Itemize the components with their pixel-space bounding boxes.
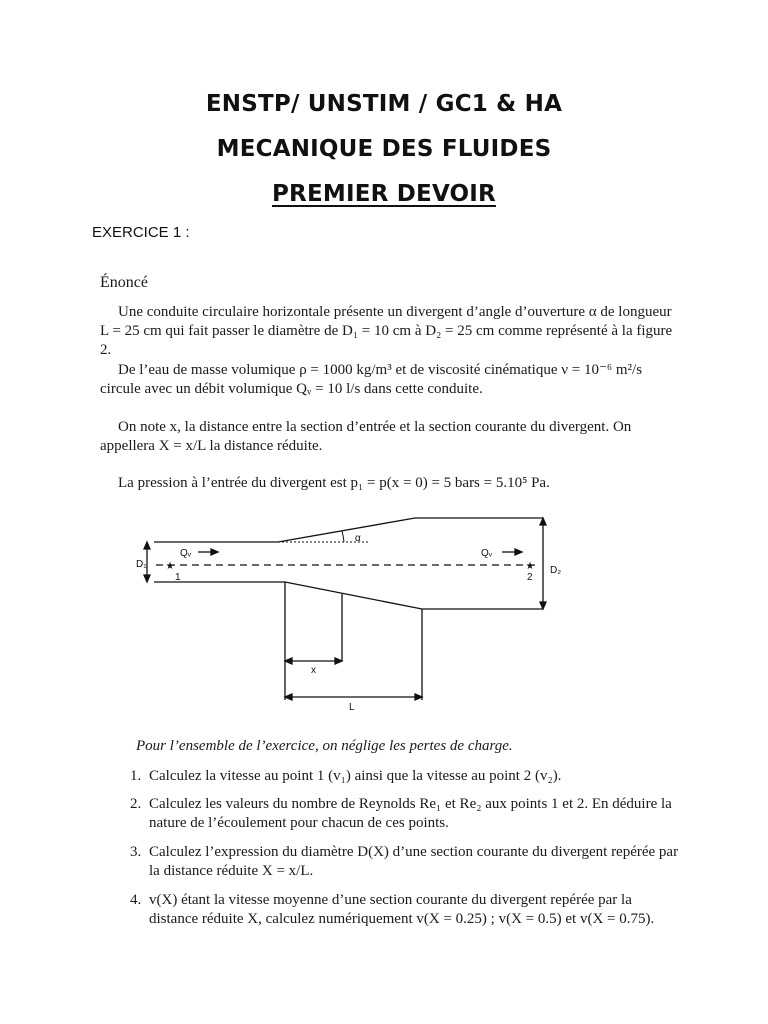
point-2-label: 2 bbox=[527, 572, 533, 583]
statement-paragraph-1 bbox=[100, 303, 680, 360]
statement-paragraph-2 bbox=[100, 361, 680, 399]
question-number: 3. bbox=[130, 844, 142, 860]
question-text: v(X) étant la vitesse moyenne d’une section courante du divergent repérée par la distance réduite X, calculez numériquement v(X = 0.25) ; v(X = 0.5) et v(X = 0.75). bbox=[149, 892, 655, 927]
x-label: x bbox=[311, 665, 316, 676]
question-1 bbox=[130, 767, 680, 786]
d1-label: D₁ bbox=[136, 559, 147, 570]
statement-text-2: De l’eau de masse volumique ρ = 1000 kg/m³ et de viscosité cinématique ν = 10⁻⁶ m²/s circule avec un débit volumique Qᵥ = 10 l/s dans cette conduite. bbox=[100, 362, 643, 397]
statement-text-1: Une conduite circulaire horizontale présente un divergent d’angle d’ouverture α de longueur L = 25 cm qui fait passer le diamètre de D₁ = 10 cm à D₂ = 25 cm comme représenté à la figure 2. bbox=[100, 304, 673, 358]
pipe-upper-wall bbox=[154, 518, 543, 542]
statement-heading: Énoncé bbox=[100, 274, 148, 291]
question-3 bbox=[130, 843, 680, 881]
flow-rate-label-left: Qᵥ bbox=[180, 548, 191, 559]
assumption-note: Pour l’ensemble de l’exercice, on néglige les pertes de charge. bbox=[136, 738, 513, 754]
statement-paragraph-4 bbox=[100, 474, 680, 493]
angle-arc bbox=[342, 531, 344, 542]
point-1-label: 1 bbox=[175, 572, 181, 583]
question-number: 2. bbox=[130, 796, 142, 812]
question-number: 1. bbox=[130, 768, 142, 784]
d2-label: D₂ bbox=[550, 565, 562, 576]
pipe-lower-wall bbox=[154, 582, 543, 609]
question-4 bbox=[130, 891, 680, 929]
question-number: 4. bbox=[130, 892, 142, 908]
header-course: MECANIQUE DES FLUIDES bbox=[216, 136, 552, 162]
header-assignment: PREMIER DEVOIR bbox=[272, 181, 496, 207]
question-2 bbox=[130, 795, 680, 833]
divergent-pipe-figure bbox=[130, 505, 590, 720]
statement-paragraph-3 bbox=[100, 418, 680, 456]
header-institution: ENSTP/ UNSTIM / GC1 & HA bbox=[205, 91, 563, 117]
l-label: L bbox=[349, 702, 355, 713]
question-text: Calculez l’expression du diamètre D(X) d’une section courante du divergent repérée par la distance réduite X = x/L. bbox=[149, 844, 679, 879]
question-text: Calculez la vitesse au point 1 (v₁) ainsi que la vitesse au point 2 (v₂). bbox=[149, 768, 562, 784]
question-text: Calculez les valeurs du nombre de Reynolds Re₁ et Re₂ aux points 1 et 2. En déduire la nature de l’écoulement pour chacun de ces points. bbox=[149, 796, 672, 831]
flow-rate-label-right: Qᵥ bbox=[481, 548, 492, 559]
angle-alpha-label: α bbox=[355, 533, 361, 544]
statement-text-4: La pression à l’entrée du divergent est p₁ = p(x = 0) = 5 bars = 5.10⁵ Pa. bbox=[118, 475, 550, 491]
exercise-label: EXERCICE 1 : bbox=[92, 224, 190, 241]
point-1-star-icon: ★ bbox=[165, 561, 175, 572]
statement-text-3: On note x, la distance entre la section d’entrée et la section courante du divergent. On appellera X = x/L la distance réduite. bbox=[100, 419, 632, 454]
point-2-star-icon: ★ bbox=[525, 561, 535, 572]
